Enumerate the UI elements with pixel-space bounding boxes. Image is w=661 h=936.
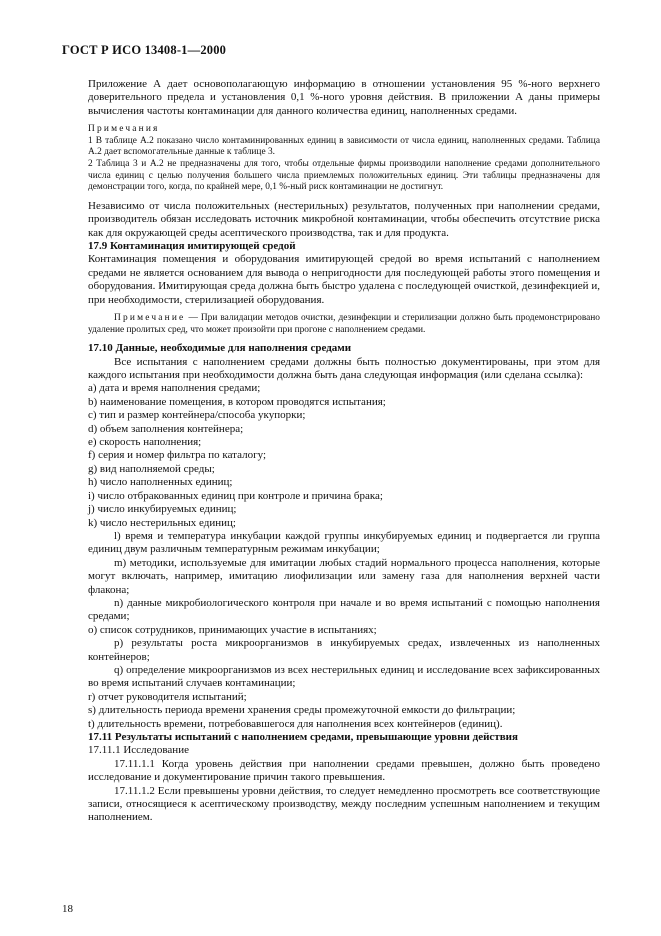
list-item: l) время и температура инкубации каждой группы инкубируемых единиц и подвергается ли группа единиц двум различным температурным режимам инкубации;: [88, 529, 600, 556]
list-item: a) дата и время наполнения средами;: [88, 382, 261, 395]
notes-block: [88, 124, 600, 194]
list-item: d) объем заполнения контейнера;: [88, 422, 244, 435]
section-17-9-note: [88, 313, 600, 336]
list-item: j) число инкубируемых единиц;: [88, 503, 237, 516]
note-text: — При валидации методов очистки, дезинфекции и стерилизации должно быть продемонстрировано удаление пролитых сред, что может произойти при прогоне с наполнением средами.: [88, 313, 600, 335]
page-number: 18: [62, 903, 73, 915]
note-1: 1 В таблице А.2 показано число контаминированных единиц в зависимости от числа единиц, наполненных средами. Таблица А.2 дает вспомогательные данные к таблице 3.: [88, 135, 600, 158]
list-item: i) число отбракованных единиц при контроле и причина брака;: [88, 489, 383, 502]
list-item: q) определение микроорганизмов из всех нестерильных единиц и исследование всех зафиксированных во время испытаний случаев контаминации;: [88, 663, 600, 690]
list-item: g) вид наполняемой среды;: [88, 462, 215, 475]
section-17-11-1-heading: 17.11.1 Исследование: [88, 744, 189, 757]
list-item: s) длительность периода времени хранения среды промежуточной емкости до фильтрации;: [88, 704, 516, 717]
list-item: m) методики, используемые для имитации любых стадий нормального процесса наполнения, которые могут включать, например, имитацию лиофилизации или замену газа для наполнения верхней части флакона;: [88, 556, 600, 596]
required-data-list: [88, 382, 600, 731]
list-item: f) серия и номер фильтра по каталогу;: [88, 449, 266, 462]
section-17-11-heading: 17.11 Результаты испытаний с наполнением средами, превышающие уровни действия: [88, 731, 518, 743]
notes-title: Примечания: [88, 124, 160, 135]
section-17-11-1-1: 17.11.1.1 Когда уровень действия при наполнении средами превышен, должно быть проведено исследование и документирование причин такого превышения.: [88, 757, 600, 784]
document-body: [88, 78, 600, 825]
document-header: ГОСТ Р ИСО 13408-1—2000: [62, 43, 227, 57]
list-item: p) результаты роста микроорганизмов в инкубируемых средах, извлеченных из наполненных контейнеров;: [88, 637, 600, 663]
section-17-10-text: Все испытания с наполнением средами должны быть полностью документированы, при этом для каждого испытания при необходимости должна быть дана следующая информация (или сделана ссылка):: [88, 355, 600, 382]
section-17-11-1-2: 17.11.1.2 Если превышены уровни действия, то следует немедленно просмотреть все соответствующие записи, относящиеся к асептическому производству, между последним успешным наполнением и текущим наполнением.: [88, 784, 600, 824]
section-17-10-heading: 17.10 Данные, необходимые для наполнения средами: [88, 342, 352, 355]
note-label: Примечание: [114, 313, 186, 324]
list-item: h) число наполненных единиц;: [88, 476, 233, 489]
section-17-9-heading: 17.9 Контаминация имитирующей средой: [88, 240, 296, 252]
list-item: t) длительность времени, потребовавшегося для наполнения всех контейнеров (единиц).: [88, 717, 503, 730]
list-item: b) наименование помещения, в котором проводятся испытания;: [88, 395, 386, 408]
list-item: n) данные микробиологического контроля при начале и во время испытаний с помощью наполнения средами;: [88, 596, 600, 623]
intro-paragraph: Приложение А дает основополагающую информацию в отношении установления 95 %-ного верхнего доверительного предела и установления 0,1 %-ного уровня действия. В приложении А даны примеры вычисления частоты контаминации для данного количества единиц, наполненных средами.: [88, 78, 600, 117]
list-item: k) число нестерильных единиц;: [88, 516, 236, 529]
section-17-9-text: Контаминация помещения и оборудования имитирующей средой во время испытаний с наполнением средами не является основанием для вывода о непригодности для последующей работы этого помещения и оборудования. Имитирующая среда должна быть быстро удалена с последующей очисткой, дезинфекцией и, при необходимости, стерилизацией оборудования.: [88, 253, 600, 306]
list-item: r) отчет руководителя испытаний;: [88, 690, 247, 703]
list-item: e) скорость наполнения;: [88, 436, 202, 449]
note-2: 2 Таблица 3 и А.2 не предназначены для того, чтобы отдельные фирмы производили наполнение средами дополнительного числа единиц с целью получения большего числа приемлемых положительных единиц. Эти таблицы предназначены для демонстрации того, когда, по крайней мере, 0,1 %-ный риск контаминации не достигнут.: [88, 159, 600, 193]
list-item: c) тип и размер контейнера/способа укупорки;: [88, 409, 306, 422]
list-item: o) список сотрудников, принимающих участие в испытаниях;: [88, 623, 377, 636]
positive-results-paragraph: Независимо от числа положительных (нестерильных) результатов, полученных при наполнении средами, производитель обязан исследовать источник микробной контаминации, чтобы обеспечить отсутствие риска как для окружающей среды асептического производства, так и для продукта.: [88, 199, 600, 239]
